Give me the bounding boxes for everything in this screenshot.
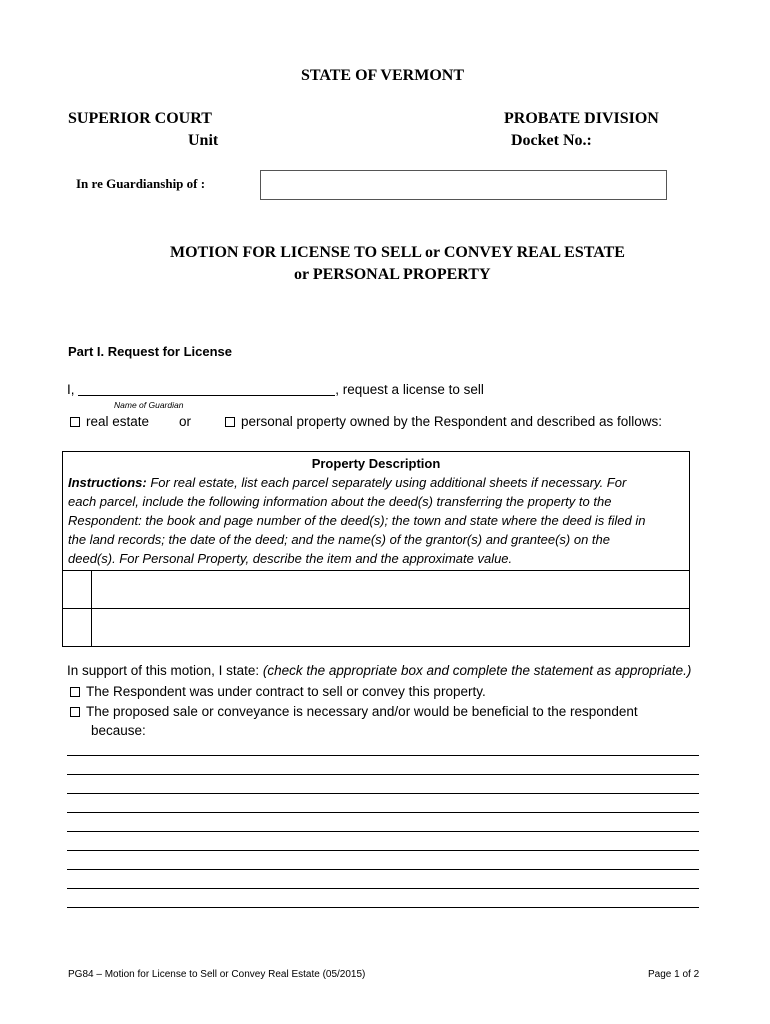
property-instructions (68, 473, 684, 568)
reason-line[interactable] (67, 831, 699, 832)
reason-line[interactable] (67, 793, 699, 794)
probate-division-label: PROBATE DIVISION (504, 110, 659, 127)
contract-option[interactable] (70, 684, 486, 699)
reason-line[interactable] (67, 755, 699, 756)
beneficial-checkbox[interactable] (70, 707, 80, 717)
part1-heading: Part I. Request for License (68, 344, 232, 359)
unit-label: Unit (188, 132, 219, 149)
property-row-number-cell[interactable] (63, 571, 92, 608)
reason-line[interactable] (67, 888, 699, 889)
personal-property-label: personal property owned by the Respondent and described as follows: (241, 414, 663, 429)
in-re-label: In re Guardianship of : (76, 176, 206, 191)
guardian-name-blank[interactable] (78, 383, 335, 396)
reason-line[interactable] (67, 869, 699, 870)
support-intro (67, 663, 691, 678)
superior-court-label: SUPERIOR COURT (68, 110, 212, 127)
motion-title-line2: or PERSONAL PROPERTY (294, 266, 491, 283)
real-estate-checkbox[interactable] (70, 417, 80, 427)
real-estate-label: real estate (86, 414, 150, 429)
property-row (63, 571, 689, 608)
property-description-header (63, 452, 689, 571)
motion-title-line1: MOTION FOR LICENSE TO SELL or CONVEY REAL ESTATE (170, 244, 625, 261)
beneficial-label: The proposed sale or conveyance is necessary and/or would be beneficial to the respondent (86, 704, 638, 719)
docket-label: Docket No.: (511, 132, 592, 149)
property-row-description-cell[interactable] (92, 571, 689, 608)
reason-line[interactable] (67, 812, 699, 813)
beneficial-option[interactable] (70, 704, 638, 719)
state-heading: STATE OF VERMONT (301, 67, 464, 84)
i-prefix: I, (67, 382, 75, 397)
property-description-table (62, 451, 690, 647)
instructions-line-1: For real estate, list each parcel separately using additional sheets if necessary. For (146, 475, 627, 490)
support-intro-italic: (check the appropriate box and complete the statement as appropriate.) (262, 663, 692, 678)
instructions-line-4: the land records; the date of the deed; and the name(s) of the grantor(s) and grantee(s) on the (68, 532, 611, 547)
property-row-number-cell[interactable] (63, 609, 92, 646)
real-estate-option[interactable] (70, 414, 149, 429)
request-suffix: , request a license to sell (335, 382, 484, 397)
page-number: Page 1 of 2 (648, 969, 700, 980)
contract-checkbox[interactable] (70, 687, 80, 697)
instructions-line-2: each parcel, include the following information about the deed(s) transferring the property to the (68, 494, 612, 509)
beneficial-label-continued: because: (91, 723, 146, 738)
guardianship-name-input[interactable] (260, 170, 667, 200)
personal-property-option[interactable] (225, 414, 662, 429)
property-row (63, 608, 689, 646)
guardian-caption: Name of Guardian (114, 400, 184, 410)
instructions-line-5: deed(s). For Personal Property, describe the item and the approximate value. (68, 551, 513, 566)
reason-line[interactable] (67, 850, 699, 851)
or-label: or (179, 414, 192, 429)
reason-line[interactable] (67, 774, 699, 775)
personal-property-checkbox[interactable] (225, 417, 235, 427)
guardian-request-row (67, 382, 484, 397)
contract-label: The Respondent was under contract to sell or convey this property. (86, 684, 486, 699)
instructions-line-3: Respondent: the book and page number of the deed(s); the town and state where the deed is filed in (68, 513, 646, 528)
form-footer-id: PG84 – Motion for License to Sell or Convey Real Estate (05/2015) (68, 969, 366, 980)
property-row-description-cell[interactable] (92, 609, 689, 646)
property-description-title: Property Description (311, 456, 441, 471)
support-intro-text: In support of this motion, I state: (67, 663, 263, 678)
reason-line[interactable] (67, 907, 699, 908)
instructions-label: Instructions: (68, 475, 147, 490)
